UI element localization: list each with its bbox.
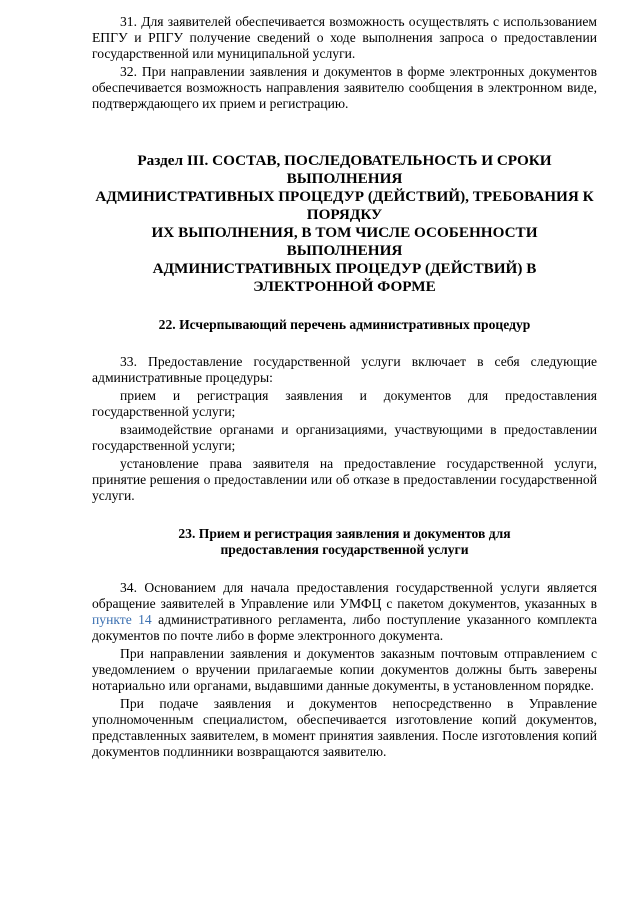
subsection-23-title-line: 23. Прием и регистрация заявления и документов для [178, 526, 511, 541]
section-3-heading [92, 152, 597, 296]
section-3-title-line: АДМИНИСТРАТИВНЫХ ПРОЦЕДУР (ДЕЙСТВИЙ), ТРЕБОВАНИЯ К [95, 188, 594, 205]
procedure-list-item: установление права заявителя на предоставление государственной услуги, принятие решения о предоставлении или об отказе в предоставлении государственной услуги. [92, 456, 597, 503]
section-3-title-line: ПОРЯДКУ [306, 206, 383, 223]
subsection-23-heading [92, 526, 597, 558]
paragraph-34-copies: При подаче заявления и документов непосредственно в Управление уполномоченным специалистом, обеспечивается изготовление копий документов, представленных заявителем, в момент принятия заявления. После изготовления копий документов подлинники возвращаются заявителю. [92, 696, 597, 759]
paragraph-34-text-start: 34. Основанием для начала предоставления государственной услуги является обращение заявителей в Управление или УМФЦ с пакетом документов, указанных в [92, 580, 597, 611]
paragraph-32: 32. При направлении заявления и документов в форме электронных документов обеспечивается возможность направления заявителю сообщения в электронном виде, подтверждающего их прием и регистрацию. [92, 64, 597, 111]
section-3-title-line: ИХ ВЫПОЛНЕНИЯ, В ТОМ ЧИСЛЕ ОСОБЕННОСТИ ВЫПОЛНЕНИЯ [151, 224, 538, 259]
section-3-title-line: ЭЛЕКТРОННОЙ ФОРМЕ [253, 278, 436, 295]
paragraph-31: 31. Для заявителей обеспечивается возможность осуществлять с использованием ЕПГУ и РПГУ получение сведений о ходе выполнения запроса о предоставлении государственной или муниципальной услуги. [92, 14, 597, 61]
subsection-23-title-line: предоставления государственной услуги [220, 542, 469, 557]
procedure-list-item: взаимодействие органами и организациями, участвующими в предоставлении государственной услуги; [92, 422, 597, 453]
procedure-list-item: прием и регистрация заявления и документов для предоставления государственной услуги; [92, 388, 597, 419]
section-3-title-line: ВЫПОЛНЕНИЯ [286, 170, 403, 187]
paragraph-33: 33. Предоставление государственной услуги включает в себя следующие административные процедуры: [92, 354, 597, 385]
subsection-22-title: 22. Исчерпывающий перечень административных процедур [158, 317, 531, 332]
clause-14-link[interactable]: пункте 14 [92, 612, 152, 627]
paragraph-34 [92, 580, 597, 644]
section-3-title-line: АДМИНИСТРАТИВНЫХ ПРОЦЕДУР (ДЕЙСТВИЙ) В [152, 260, 537, 277]
paragraph-34-text-end: административного регламента, либо поступление указанного комплекта документов по почте либо в форме электронного документа. [92, 612, 597, 643]
document-page [92, 14, 597, 762]
paragraph-34-mail: При направлении заявления и документов заказным почтовым отправлением с уведомлением о вручении прилагаемые копии документов должны быть заверены нотариально или органами, выдавшими данные документы, в установленном порядке. [92, 646, 597, 693]
section-3-title-line: Раздел III. СОСТАВ, ПОСЛЕДОВАТЕЛЬНОСТЬ И СРОКИ [137, 152, 552, 169]
